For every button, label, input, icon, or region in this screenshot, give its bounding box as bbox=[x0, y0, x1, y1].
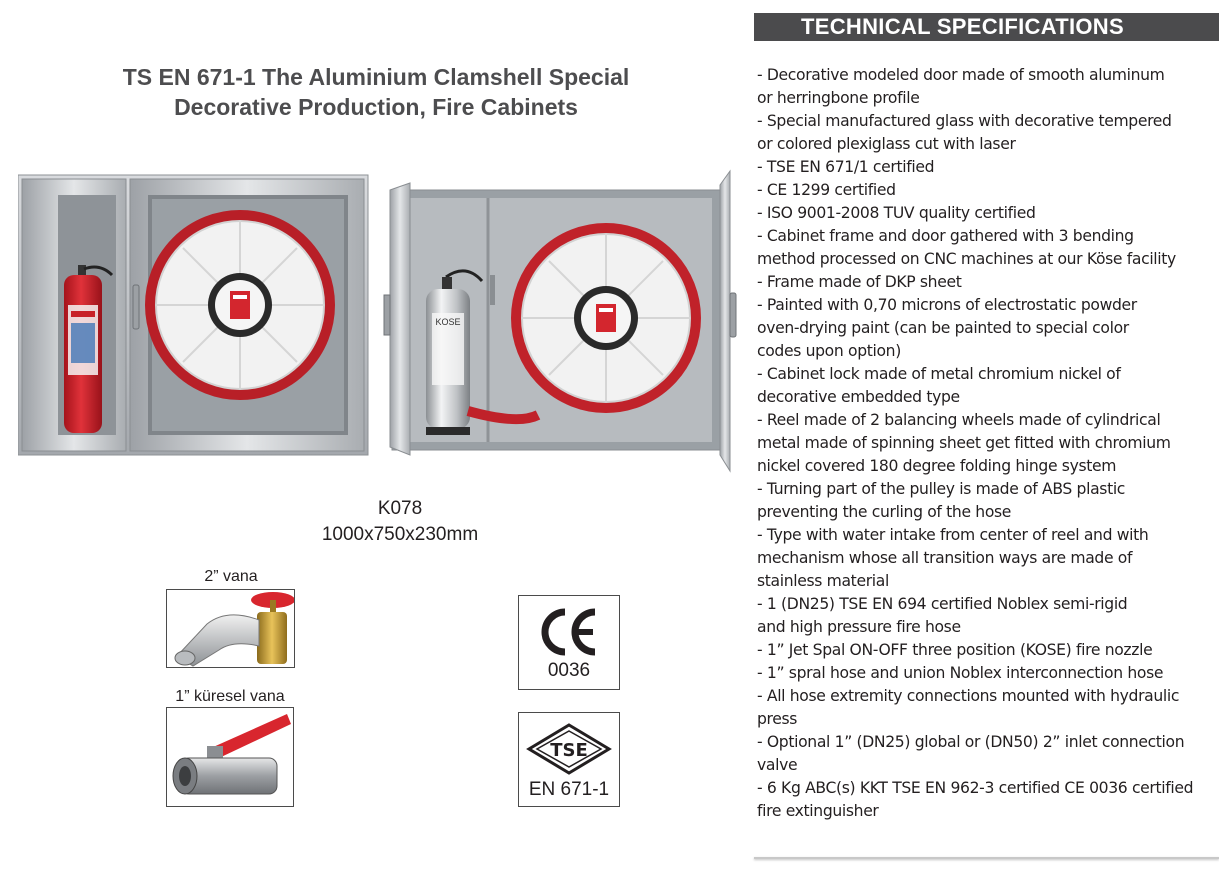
spec-line: - 6 Kg ABC(s) KKT TSE EN 962-3 certified CE 0036 certified bbox=[757, 779, 1194, 797]
spec-line: - CE 1299 certified bbox=[757, 181, 896, 199]
ce-certificate-badge bbox=[518, 595, 620, 690]
spec-line: - TSE EN 671/1 certified bbox=[757, 158, 935, 176]
spec-line: codes upon option) bbox=[757, 342, 901, 360]
product-title-line-2: Decorative Production, Fire Cabinets bbox=[174, 94, 578, 120]
ball-valve-icon bbox=[167, 708, 293, 806]
spec-line: nickel covered 180 degree folding hinge system bbox=[757, 457, 1117, 475]
spec-line: press bbox=[757, 710, 798, 728]
spec-line: decorative embedded type bbox=[757, 388, 960, 406]
svg-text:TSE: TSE bbox=[550, 740, 588, 761]
valve-2-inch-caption: 2” vana bbox=[204, 568, 258, 585]
spec-line: metal made of spinning sheet get fitted with chromium bbox=[757, 434, 1171, 452]
gate-valve-icon bbox=[167, 590, 294, 667]
product-title-line-1: TS EN 671-1 The Aluminium Clamshell Special bbox=[122, 64, 630, 90]
spec-header bbox=[754, 13, 1219, 41]
spec-line: - Cabinet lock made of metal chromium nickel of bbox=[757, 365, 1121, 383]
spec-line: - Special manufactured glass with decorative tempered bbox=[757, 112, 1172, 130]
spec-line: - Cabinet frame and door gathered with 3 bending bbox=[757, 227, 1134, 245]
ce-mark-icon bbox=[519, 600, 619, 660]
ce-number: 0036 bbox=[547, 660, 591, 681]
fire-cabinet-illustration bbox=[18, 165, 738, 475]
spec-line: - Decorative modeled door made of smooth aluminum bbox=[757, 66, 1165, 84]
spec-line: - Painted with 0,70 microns of electrostatic powder bbox=[757, 296, 1137, 314]
tse-logo-icon bbox=[519, 719, 619, 779]
spec-line: - 1” spral hose and union Noblex interconnection hose bbox=[757, 664, 1164, 682]
right-hose-reel-icon bbox=[522, 234, 690, 402]
spec-list bbox=[757, 64, 1219, 823]
valve-1-inch-photo bbox=[166, 707, 294, 807]
spec-line: mechanism whose all transition ways are made of bbox=[757, 549, 1133, 567]
tse-certificate-badge bbox=[518, 712, 620, 807]
spec-line: or colored plexiglass cut with laser bbox=[757, 135, 1016, 153]
spec-line: fire extinguisher bbox=[757, 802, 879, 820]
extinguisher-brand-label: KOSE bbox=[435, 317, 461, 327]
valve-1-inch-caption: 1” küresel vana bbox=[175, 688, 285, 705]
tse-standard: EN 671-1 bbox=[528, 779, 610, 800]
spec-line: preventing the curling of the hose bbox=[757, 503, 1012, 521]
left-cabinet bbox=[18, 175, 368, 455]
spec-line: and high pressure fire hose bbox=[757, 618, 961, 636]
left-hose-reel-icon bbox=[156, 221, 324, 389]
spec-line: method processed on CNC machines at our Köse facility bbox=[757, 250, 1176, 268]
spec-line: - 1 (DN25) TSE EN 694 certified Noblex semi-rigid bbox=[757, 595, 1128, 613]
spec-line: - Reel made of 2 balancing wheels made of cylindrical bbox=[757, 411, 1161, 429]
product-title bbox=[60, 62, 692, 122]
spec-line: stainless material bbox=[757, 572, 889, 590]
right-cabinet bbox=[384, 171, 736, 471]
spec-line: - Turning part of the pulley is made of ABS plastic bbox=[757, 480, 1126, 498]
spec-line: valve bbox=[757, 756, 798, 774]
spec-line: - Frame made of DKP sheet bbox=[757, 273, 962, 291]
spec-line: or herringbone profile bbox=[757, 89, 920, 107]
spec-line: - Type with water intake from center of reel and with bbox=[757, 526, 1149, 544]
spec-line: - 1” Jet Spal ON-OFF three position (KOSE) fire nozzle bbox=[757, 641, 1153, 659]
model-dimensions: 1000x750x230mm bbox=[321, 524, 479, 545]
spec-line: oven-drying paint (can be painted to special color bbox=[757, 319, 1129, 337]
spec-divider bbox=[754, 857, 1219, 859]
spec-line: - ISO 9001-2008 TUV quality certified bbox=[757, 204, 1036, 222]
spec-heading: TECHNICAL SPECIFICATIONS bbox=[801, 14, 1124, 39]
spec-line: - All hose extremity connections mounted with hydraulic bbox=[757, 687, 1180, 705]
model-code: K078 bbox=[377, 498, 423, 519]
valve-2-inch-photo bbox=[166, 589, 295, 668]
spec-line: - Optional 1” (DN25) global or (DN50) 2” inlet connection bbox=[757, 733, 1185, 751]
